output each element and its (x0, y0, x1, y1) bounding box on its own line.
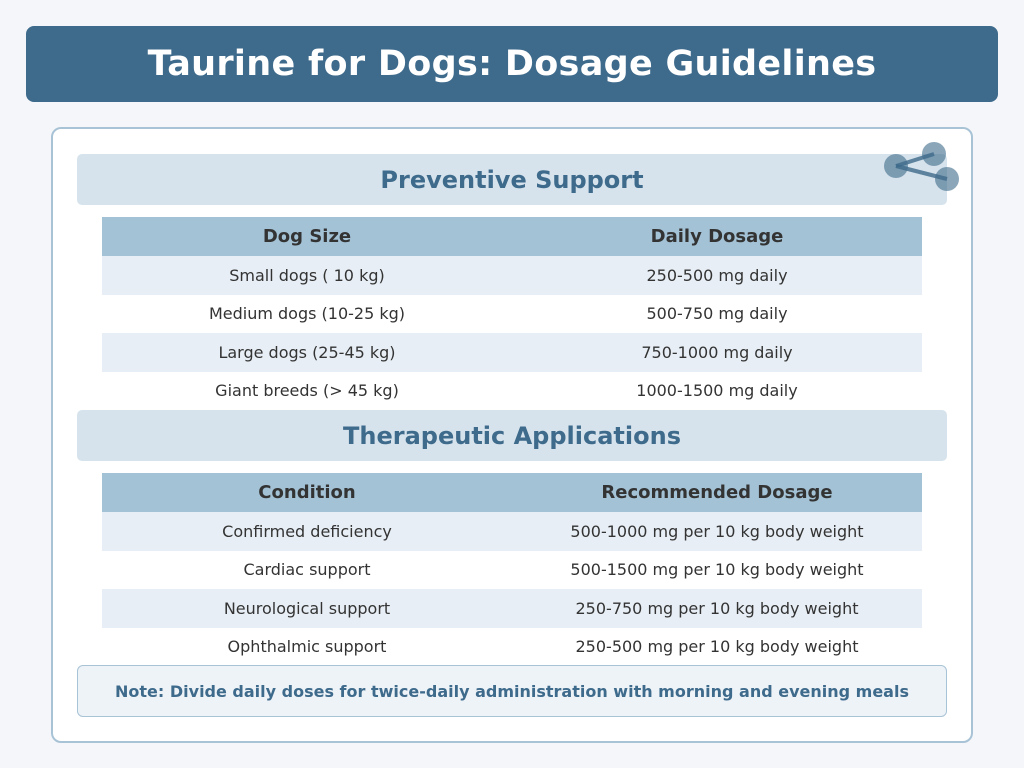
table-row (102, 551, 922, 590)
table-row (102, 372, 922, 411)
dosage-cell: 1000-1500 mg daily (512, 372, 922, 411)
table-row (102, 256, 922, 295)
dog-size-cell: Giant breeds (> 45 kg) (102, 372, 512, 411)
table-row (102, 512, 922, 551)
table-header-row (102, 473, 922, 512)
dog-size-cell: Large dogs (25-45 kg) (102, 333, 512, 372)
column-header: Dog Size (102, 217, 512, 256)
preventive-dosage-table (102, 217, 922, 410)
condition-cell: Ophthalmic support (102, 628, 512, 667)
condition-cell: Confirmed deficiency (102, 512, 512, 551)
dosage-cell: 500-750 mg daily (512, 295, 922, 334)
dosage-cell: 750-1000 mg daily (512, 333, 922, 372)
condition-cell: Cardiac support (102, 551, 512, 590)
note-box (77, 665, 947, 717)
column-header: Daily Dosage (512, 217, 922, 256)
table-row (102, 295, 922, 334)
dosage-cell: 250-500 mg per 10 kg body weight (512, 628, 922, 667)
page-title: Taurine for Dogs: Dosage Guidelines (147, 44, 877, 84)
table-header-row (102, 217, 922, 256)
table-row (102, 628, 922, 667)
therapeutic-section-header (77, 410, 947, 461)
therapeutic-heading: Therapeutic Applications (343, 421, 681, 450)
column-header: Recommended Dosage (512, 473, 922, 512)
dosage-cell: 500-1500 mg per 10 kg body weight (512, 551, 922, 590)
dog-size-cell: Medium dogs (10-25 kg) (102, 295, 512, 334)
dosage-cell: 250-750 mg per 10 kg body weight (512, 589, 922, 628)
dosage-cell: 500-1000 mg per 10 kg body weight (512, 512, 922, 551)
condition-cell: Neurological support (102, 589, 512, 628)
table-row (102, 589, 922, 628)
therapeutic-dosage-table (102, 473, 922, 666)
column-header: Condition (102, 473, 512, 512)
molecule-icon (878, 136, 964, 196)
dosage-cell: 250-500 mg daily (512, 256, 922, 295)
table-row (102, 333, 922, 372)
preventive-section-header (77, 154, 947, 205)
preventive-heading: Preventive Support (380, 165, 644, 194)
dog-size-cell: Small dogs ( 10 kg) (102, 256, 512, 295)
note-text: Note: Divide daily doses for twice-daily administration with morning and evening meals (115, 681, 909, 701)
title-banner (26, 26, 998, 102)
